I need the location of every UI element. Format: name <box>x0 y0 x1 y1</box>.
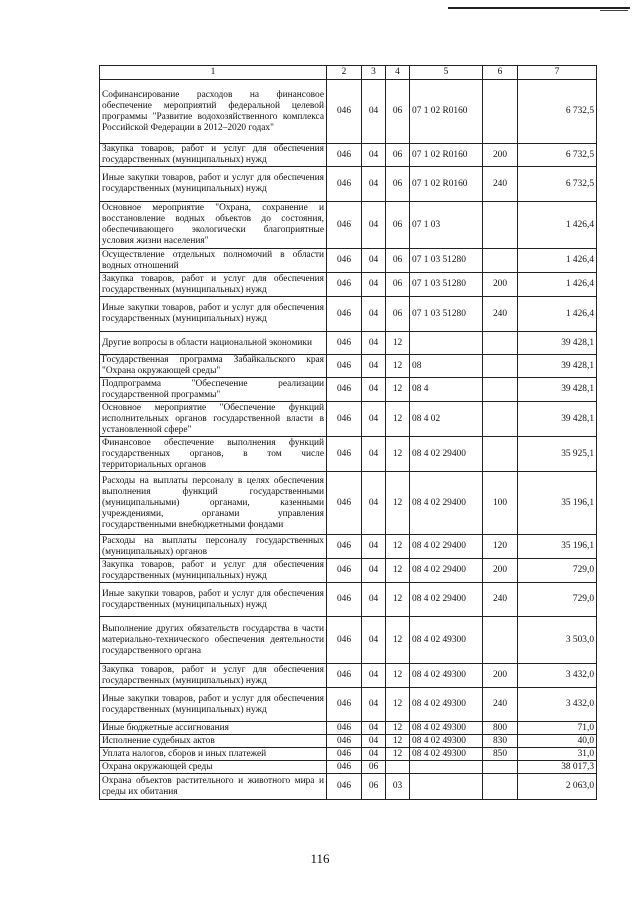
row-ved: 046 <box>327 748 362 761</box>
row-rz: 04 <box>362 167 386 202</box>
row-vr <box>483 402 518 437</box>
row-rz: 04 <box>362 748 386 761</box>
row-ved: 046 <box>327 774 362 800</box>
row-sum: 3 432,0 <box>518 664 597 688</box>
row-csr <box>410 761 483 774</box>
row-sum: 729,0 <box>518 559 597 583</box>
row-sum: 39 428,1 <box>518 332 597 355</box>
row-ved: 046 <box>327 559 362 583</box>
row-name: Финансовое обеспечение выполнения функций государственных органов, в том числе территориальных органов <box>100 437 327 472</box>
row-csr: 08 4 02 29400 <box>410 535 483 559</box>
row-csr: 07 1 03 51280 <box>410 273 483 297</box>
row-vr <box>483 774 518 800</box>
row-csr: 08 4 02 49300 <box>410 664 483 688</box>
row-vr: 240 <box>483 297 518 332</box>
row-sum: 2 063,0 <box>518 774 597 800</box>
row-csr: 08 4 02 49300 <box>410 748 483 761</box>
row-pr: 12 <box>386 722 410 735</box>
row-csr: 08 4 <box>410 378 483 402</box>
row-pr: 12 <box>386 559 410 583</box>
table-row <box>100 559 597 583</box>
table-row <box>100 617 597 664</box>
row-name: Охрана окружающей среды <box>100 761 327 774</box>
table-row <box>100 332 597 355</box>
table-row <box>100 761 597 774</box>
table-row <box>100 437 597 472</box>
row-name: Софинансирование расходов на финансовое обеспечение мероприятий федеральной целевой программы "Развитие водохозяйственного комплекса Российской Федерации в 2012–2020 годах" <box>100 80 327 144</box>
table-row <box>100 535 597 559</box>
table-row <box>100 402 597 437</box>
top-rule-secondary <box>600 10 628 11</box>
row-ved: 046 <box>327 583 362 617</box>
row-name: Основное мероприятие "Охрана, сохранение и восстановление водных объектов до состояния, обеспечивающего экологически благоприятные условия жизни населения" <box>100 202 327 249</box>
row-rz: 04 <box>362 472 386 535</box>
row-csr: 07 1 02 R0160 <box>410 144 483 167</box>
row-csr: 08 4 02 29400 <box>410 437 483 472</box>
row-vr <box>483 761 518 774</box>
row-pr: 12 <box>386 437 410 472</box>
row-name: Основное мероприятие "Обеспечение функций исполнительных органов государственной власти в установленной сфере" <box>100 402 327 437</box>
row-sum: 1 426,4 <box>518 249 597 273</box>
row-pr: 06 <box>386 167 410 202</box>
row-name: Расходы на выплаты персоналу государственных (муниципальных) органов <box>100 535 327 559</box>
row-ved: 046 <box>327 761 362 774</box>
row-name: Другие вопросы в области национальной экономики <box>100 332 327 355</box>
row-rz: 06 <box>362 774 386 800</box>
row-csr: 08 4 02 49300 <box>410 722 483 735</box>
header-col-6: 6 <box>483 66 518 80</box>
row-rz: 04 <box>362 332 386 355</box>
row-pr: 06 <box>386 273 410 297</box>
row-pr: 12 <box>386 402 410 437</box>
row-rz: 04 <box>362 722 386 735</box>
row-ved: 046 <box>327 472 362 535</box>
row-vr <box>483 249 518 273</box>
row-vr <box>483 355 518 378</box>
table-row <box>100 297 597 332</box>
row-sum: 35 196,1 <box>518 472 597 535</box>
row-sum: 40,0 <box>518 735 597 748</box>
row-rz: 04 <box>362 535 386 559</box>
row-name: Иные закупки товаров, работ и услуг для обеспечения государственных (муниципальных) нужд <box>100 167 327 202</box>
row-sum: 3 503,0 <box>518 617 597 664</box>
row-csr: 07 1 03 51280 <box>410 297 483 332</box>
row-name: Расходы на выплаты персоналу в целях обеспечения выполнения функций государственными (муниципальными) органами, казенными учреждениями, органами управления государственными внебюджетными фондами <box>100 472 327 535</box>
row-name: Закупка товаров, работ и услуг для обеспечения государственных (муниципальных) нужд <box>100 273 327 297</box>
row-ved: 046 <box>327 249 362 273</box>
row-rz: 06 <box>362 761 386 774</box>
row-vr: 120 <box>483 535 518 559</box>
row-vr: 200 <box>483 273 518 297</box>
row-vr: 200 <box>483 144 518 167</box>
row-pr: 06 <box>386 202 410 249</box>
header-row <box>100 66 597 80</box>
header-col-3: 3 <box>362 66 386 80</box>
row-name: Закупка товаров, работ и услуг для обеспечения государственных (муниципальных) нужд <box>100 144 327 167</box>
table-row <box>100 664 597 688</box>
table-row <box>100 583 597 617</box>
table-row <box>100 722 597 735</box>
row-vr: 850 <box>483 748 518 761</box>
row-name: Иные закупки товаров, работ и услуг для обеспечения государственных (муниципальных) нужд <box>100 297 327 332</box>
top-rule <box>448 7 630 9</box>
row-name: Государственная программа Забайкальского края "Охрана окружающей среды" <box>100 355 327 378</box>
row-vr: 240 <box>483 688 518 722</box>
row-name: Иные закупки товаров, работ и услуг для обеспечения государственных (муниципальных) нужд <box>100 583 327 617</box>
row-rz: 04 <box>362 583 386 617</box>
row-name: Подпрограмма "Обеспечение реализации государственной программы" <box>100 378 327 402</box>
row-rz: 04 <box>362 688 386 722</box>
row-vr: 240 <box>483 167 518 202</box>
row-sum: 35 925,1 <box>518 437 597 472</box>
row-ved: 046 <box>327 735 362 748</box>
row-ved: 046 <box>327 80 362 144</box>
row-csr: 08 4 02 49300 <box>410 735 483 748</box>
row-vr <box>483 202 518 249</box>
row-rz: 04 <box>362 249 386 273</box>
row-rz: 04 <box>362 664 386 688</box>
row-rz: 04 <box>362 437 386 472</box>
row-ved: 046 <box>327 378 362 402</box>
row-vr: 200 <box>483 559 518 583</box>
table-row <box>100 355 597 378</box>
row-pr: 12 <box>386 688 410 722</box>
row-ved: 046 <box>327 437 362 472</box>
row-sum: 38 017,3 <box>518 761 597 774</box>
table-row <box>100 748 597 761</box>
row-rz: 04 <box>362 402 386 437</box>
row-csr: 08 4 02 49300 <box>410 617 483 664</box>
table-row <box>100 144 597 167</box>
row-sum: 1 426,4 <box>518 202 597 249</box>
row-sum: 729,0 <box>518 583 597 617</box>
row-ved: 046 <box>327 332 362 355</box>
row-name: Исполнение судебных актов <box>100 735 327 748</box>
row-name: Иные закупки товаров, работ и услуг для обеспечения государственных (муниципальных) нужд <box>100 688 327 722</box>
row-pr: 06 <box>386 249 410 273</box>
row-csr: 07 1 03 <box>410 202 483 249</box>
row-rz: 04 <box>362 202 386 249</box>
table-row <box>100 378 597 402</box>
row-csr: 08 4 02 29400 <box>410 559 483 583</box>
row-csr: 08 <box>410 355 483 378</box>
row-pr: 06 <box>386 297 410 332</box>
row-vr <box>483 378 518 402</box>
row-pr: 12 <box>386 472 410 535</box>
row-ved: 046 <box>327 722 362 735</box>
header-col-1: 1 <box>100 66 327 80</box>
row-vr <box>483 80 518 144</box>
row-sum: 1 426,4 <box>518 297 597 332</box>
table-row <box>100 774 597 800</box>
row-pr: 12 <box>386 748 410 761</box>
page-number: 116 <box>310 851 330 866</box>
row-sum: 6 732,5 <box>518 167 597 202</box>
row-csr: 07 1 03 51280 <box>410 249 483 273</box>
row-ved: 046 <box>327 688 362 722</box>
row-ved: 046 <box>327 144 362 167</box>
row-sum: 6 732,5 <box>518 144 597 167</box>
row-pr: 06 <box>386 144 410 167</box>
row-sum: 6 732,5 <box>518 80 597 144</box>
row-csr: 07 1 02 R0160 <box>410 167 483 202</box>
row-ved: 046 <box>327 167 362 202</box>
row-ved: 046 <box>327 297 362 332</box>
row-vr <box>483 617 518 664</box>
row-rz: 04 <box>362 559 386 583</box>
row-ved: 046 <box>327 664 362 688</box>
row-ved: 046 <box>327 273 362 297</box>
row-rz: 04 <box>362 617 386 664</box>
row-csr <box>410 774 483 800</box>
row-csr: 08 4 02 29400 <box>410 583 483 617</box>
row-name: Выполнение других обязательств государства в части материально-технического обеспечения деятельности государственного органа <box>100 617 327 664</box>
row-vr: 800 <box>483 722 518 735</box>
row-name: Уплата налогов, сборов и иных платежей <box>100 748 327 761</box>
row-rz: 04 <box>362 144 386 167</box>
row-pr: 12 <box>386 583 410 617</box>
row-sum: 1 426,4 <box>518 273 597 297</box>
table-row <box>100 735 597 748</box>
row-csr: 08 4 02 49300 <box>410 688 483 722</box>
table-row <box>100 688 597 722</box>
row-vr: 200 <box>483 664 518 688</box>
row-pr: 03 <box>386 774 410 800</box>
row-pr <box>386 761 410 774</box>
row-name: Осуществление отдельных полномочий в области водных отношений <box>100 249 327 273</box>
row-name: Закупка товаров, работ и услуг для обеспечения государственных (муниципальных) нужд <box>100 559 327 583</box>
row-pr: 12 <box>386 355 410 378</box>
row-vr: 100 <box>483 472 518 535</box>
row-pr: 12 <box>386 664 410 688</box>
table-row <box>100 202 597 249</box>
row-vr: 830 <box>483 735 518 748</box>
row-csr <box>410 332 483 355</box>
row-pr: 12 <box>386 378 410 402</box>
row-ved: 046 <box>327 355 362 378</box>
table-row <box>100 249 597 273</box>
table-row <box>100 273 597 297</box>
row-csr: 07 1 02 R0160 <box>410 80 483 144</box>
row-pr: 12 <box>386 735 410 748</box>
row-pr: 12 <box>386 535 410 559</box>
row-name: Закупка товаров, работ и услуг для обеспечения государственных (муниципальных) нужд <box>100 664 327 688</box>
header-col-7: 7 <box>518 66 597 80</box>
row-pr: 12 <box>386 332 410 355</box>
row-pr: 12 <box>386 617 410 664</box>
row-ved: 046 <box>327 402 362 437</box>
row-vr <box>483 332 518 355</box>
row-name: Охрана объектов растительного и животного мира и среды их обитания <box>100 774 327 800</box>
table-row <box>100 167 597 202</box>
row-sum: 3 432,0 <box>518 688 597 722</box>
header-col-2: 2 <box>327 66 362 80</box>
row-sum: 31,0 <box>518 748 597 761</box>
row-ved: 046 <box>327 202 362 249</box>
row-pr: 06 <box>386 80 410 144</box>
header-col-5: 5 <box>410 66 483 80</box>
row-rz: 04 <box>362 273 386 297</box>
row-rz: 04 <box>362 735 386 748</box>
row-ved: 046 <box>327 535 362 559</box>
row-vr: 240 <box>483 583 518 617</box>
row-csr: 08 4 02 29400 <box>410 472 483 535</box>
row-sum: 39 428,1 <box>518 402 597 437</box>
row-sum: 39 428,1 <box>518 378 597 402</box>
table-row <box>100 472 597 535</box>
table-row <box>100 80 597 144</box>
budget-table <box>99 65 597 800</box>
row-rz: 04 <box>362 378 386 402</box>
row-rz: 04 <box>362 355 386 378</box>
row-rz: 04 <box>362 80 386 144</box>
row-vr <box>483 437 518 472</box>
row-csr: 08 4 02 <box>410 402 483 437</box>
row-sum: 39 428,1 <box>518 355 597 378</box>
header-col-4: 4 <box>386 66 410 80</box>
row-name: Иные бюджетные ассигнования <box>100 722 327 735</box>
row-sum: 71,0 <box>518 722 597 735</box>
row-rz: 04 <box>362 297 386 332</box>
row-ved: 046 <box>327 617 362 664</box>
row-sum: 35 196,1 <box>518 535 597 559</box>
